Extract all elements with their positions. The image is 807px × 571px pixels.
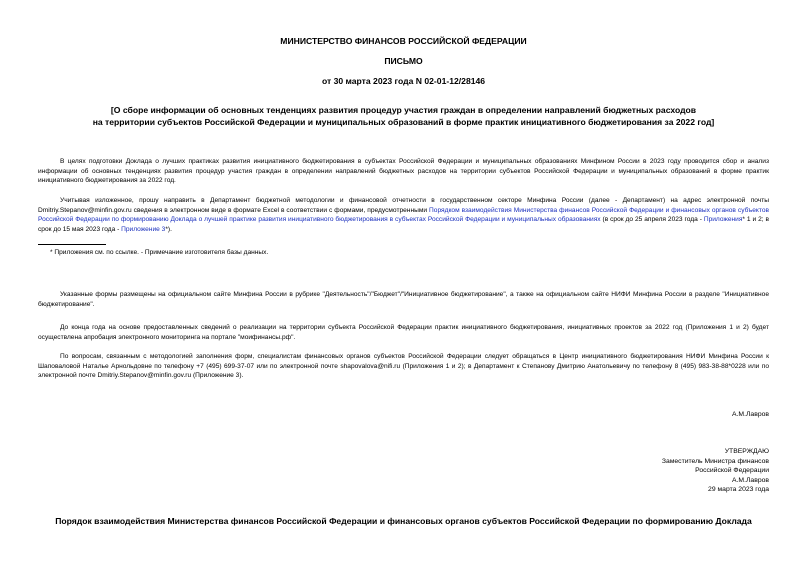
approval-title: УТВЕРЖДАЮ	[724, 448, 769, 455]
paragraph-forms-location: Указанные формы размещены на официальном сайте Минфина России в рубрике "Деятельность"/"Бюджет"/"Инициативное бюджетирование", а также на официальном сайте НИФИ Минфина России в разделе "Инициативное бюджетирование".	[38, 291, 769, 308]
paragraph-request	[38, 196, 769, 234]
paragraph-contacts: По вопросам, связанным с методологией заполнения форм, специалистам финансовых органов субъектов Российской Федерации следует обращаться в Центр инициативного бюджетирования НИФИ Минфина России к Шаповаловой Наталье Арнольдовне по телефону +7 (495) 699-37-07 или по электронной почте shapovalova@nifi.ru (Приложения 1 и 2); в Департамент к Степанову Дмитрию Анатольевичу по телефону 8 (495) 983-38-88*0228 или по электронной почте Dmitriy.Stepanov@minfin.gov.ru (Приложение 3).	[38, 353, 769, 380]
subject-line-2: на территории субъектов Российской Федерации и муниципальных образований в форме практик инициативного бюджетирования за 2022 год]	[92, 117, 715, 127]
subject-line-1: [О сборе информации об основных тенденциях развития процедур участия граждан в определении направлений бюджетных расходов	[110, 105, 697, 115]
request-text-1: Учитывая изложенное, прошу направить в Департамент бюджетной методологии и финансовой отчетности в государственном секторе Минфина России (далее - Департамент) на адрес электронной почты Dmitriy.Stepanov@minfin.gov.ru сведения в электронном виде в формате Excel в соответствии с формами, предусмотренными	[38, 197, 769, 214]
paragraph-purpose: В целях подготовки Доклада о лучших практиках развития инициативного бюджетирования в субъектах Российской Федерации и муниципальных образованиях Минфином России в 2023 году проводится сбор и анализ информации об основных тенденциях развития процедур участия граждан в определении направлений бюджетных расходов на территории субъектов Российской Федерации и муниципальных образований в форме практик инициативного бюджетирования за 2022 год.	[38, 158, 769, 185]
approval-position-1: Заместитель Министра финансов	[661, 457, 769, 465]
approval-date: 29 марта 2023 года	[708, 486, 769, 494]
document-subject	[60, 104, 747, 128]
document-date-number: от 30 марта 2023 года N 02-01-12/28146	[321, 76, 486, 86]
document-type: ПИСЬМО	[384, 56, 423, 66]
procedure-link[interactable]: Порядком взаимодействия Министерства финансов Российской Федерации и финансовых органов субъектов Российской Федерации по формированию Доклада о лучшей практике развития инициативного бюджетирования в субъектах Российской Федерации и муниципальных образованиях	[38, 206, 769, 224]
appendix-link-1-2[interactable]: Приложения	[703, 216, 743, 224]
ministry-heading: МИНИСТЕРСТВО ФИНАНСОВ РОССИЙСКОЙ ФЕДЕРАЦИИ	[280, 36, 527, 46]
request-text-3: * 1 и 2; в срок до 15 мая 2023 года -	[38, 216, 770, 233]
signature: А.М.Лавров	[732, 411, 769, 418]
approval-position-2: Российской Федерации	[695, 467, 769, 475]
request-text-2: (в срок до 25 апреля 2023 года -	[600, 216, 704, 224]
request-text-4: *).	[165, 225, 172, 233]
appendix-link-3[interactable]: Приложение 3	[121, 225, 166, 233]
approval-name: А.М.Лавров	[732, 476, 769, 484]
footnote-divider	[38, 244, 106, 245]
footnote: * Приложения см. по ссылке. - Примечание изготовителя базы данных.	[50, 249, 269, 256]
procedure-title: Порядок взаимодействия Министерства финансов Российской Федерации и финансовых органов субъектов Российской Федерации по формированию Доклада	[55, 516, 752, 526]
approval-block	[662, 447, 769, 495]
paragraph-monitoring: До конца года на основе предоставленных сведений о реализации на территории субъекта Российской Федерации практик инициативного бюджетирования, инициативных проектов за 2022 год (Приложения 1 и 2) будет осуществлена апробация электронного мониторинга на портале "моифинансы.рф".	[38, 324, 769, 341]
